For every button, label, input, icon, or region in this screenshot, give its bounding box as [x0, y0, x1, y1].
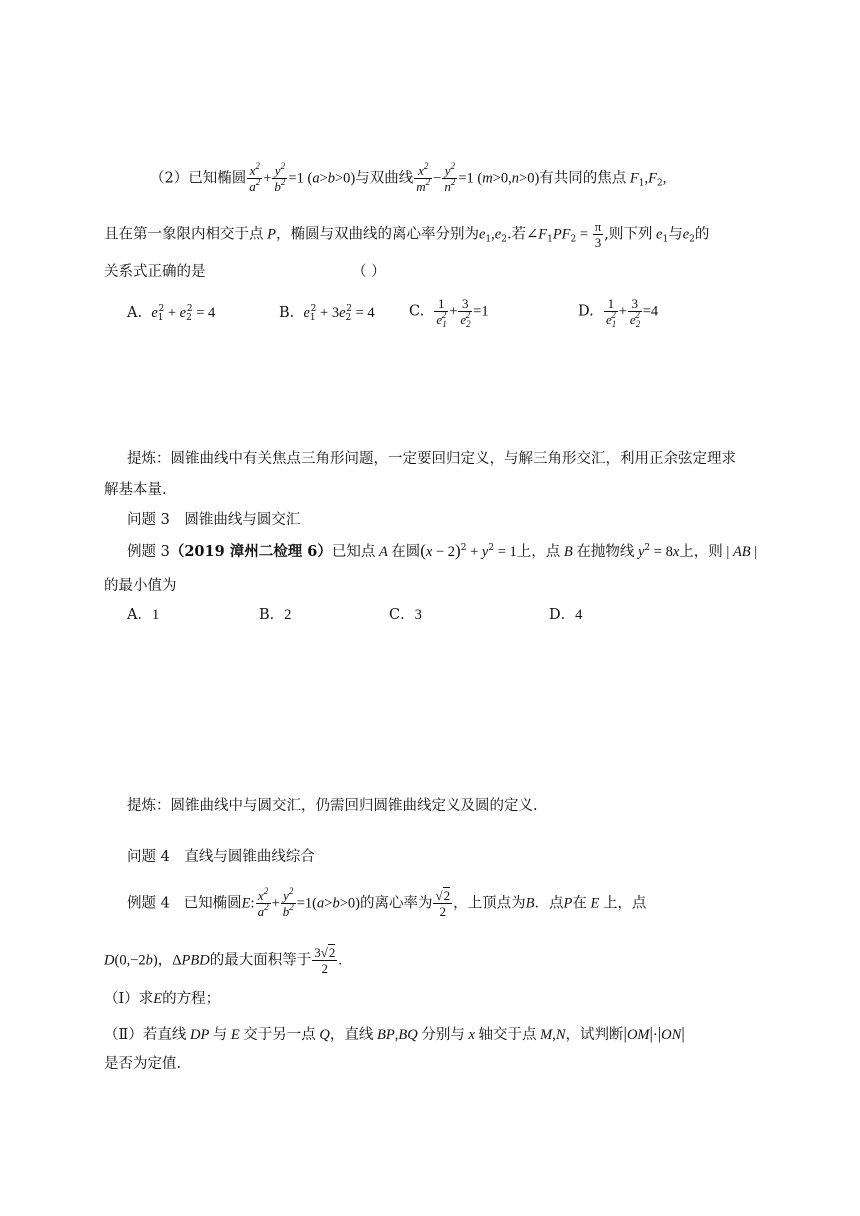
p4-text: 已知椭圆 [183, 895, 242, 912]
option-label: D． [549, 607, 576, 623]
p4-text: 的方程； [162, 991, 221, 1007]
q2-text: 与 [668, 226, 683, 243]
three-sqrt2-over-2: $\frac{3√2}{2}$ [314, 945, 336, 976]
option-label: B. [279, 305, 295, 321]
p3-text: 已知点 [331, 544, 376, 560]
q2-paren-text: （ ） [352, 264, 386, 280]
problem4-last: 是否为定值. [104, 1056, 182, 1072]
p4-text: 分别与 [421, 1027, 465, 1043]
p3-option-c [389, 605, 422, 625]
option-value: 2 [284, 607, 292, 623]
p4-text: 在 [572, 895, 587, 912]
option-value: 4 [575, 607, 583, 623]
p3-text: 上，点 [516, 544, 561, 560]
ellipse-term-x: $\frac{x^2}{a^2}$ [249, 161, 261, 194]
option-label: D. [578, 303, 594, 320]
example-label: 例题 3 [127, 544, 170, 560]
hyperbola-term-x: $\frac{x^2}{m^2}$ [416, 161, 431, 194]
example-source: （2019 漳州二检理 6） [169, 543, 332, 560]
option-value: 3 [414, 607, 422, 623]
q2-text: .若 [506, 226, 527, 243]
q2-option-b: B. $e_1^2 + 3e_2^2 = 4$ [279, 304, 375, 323]
q2-mid2: 有共同的焦点 [539, 170, 627, 187]
p4-text: ， [157, 952, 173, 969]
p4-text: 轴交于点 [478, 1027, 537, 1043]
problem3-line-2: 的最小值为 [104, 578, 177, 594]
p4-text: （Ⅱ）若直线 [104, 1027, 187, 1043]
q2-option-c: C. $\frac{1}{e_1^2}$ + $\frac{3}{e_2^2}$ =1 [409, 296, 489, 329]
q2-text: 的 [694, 226, 710, 243]
sqrt2-over-2: $\frac{√2}{2}$ [435, 888, 451, 919]
option-value: 1 [151, 607, 160, 623]
tip2-line-1: 提炼：圆锥曲线中与圆交汇，仍需回归圆锥曲线定义及圆的定义. [127, 798, 538, 814]
q2-text: 关系式正确的是 [104, 264, 206, 280]
q2-line-1: （2）已知椭圆 $\frac{x^2}{a^2}$ + $\frac{y^2}{b^2}$ =1 (a>b>0)与双曲线 $\frac{x^2}{m^2}$ − $\frac{y^2}{n^2}$ =1 (m>0,n>0)有共同的焦点 $F_1,F_2$, [150, 161, 667, 194]
q2-line-3 [104, 262, 206, 282]
problem4-line-2: D(0,−2b)，ΔPBD的最大面积等于 $\frac{3√2}{2}$ . [104, 945, 342, 976]
option-label: A． [127, 607, 152, 623]
p4-text: 交于另一点 [243, 1027, 316, 1043]
option-label: C. [409, 303, 425, 320]
q2-option-d: D. $\frac{1}{e_1^2}$ + $\frac{3}{e_2^2}$ =4 [578, 296, 659, 329]
p4-text: ，试判断 [565, 1027, 624, 1043]
p3-option-d [549, 605, 582, 625]
p4-text: ．点 [534, 895, 564, 912]
p3-text: 在抛物线 [576, 544, 635, 560]
tip1-line-1: 提炼：圆锥曲线中有关焦点三角形问题，一定要回归定义，与解三角形交汇，利用正余弦定理求 [127, 451, 736, 467]
p4-text: ，直线 [329, 1027, 374, 1043]
q2-text: ,则下列 [604, 226, 653, 243]
p4-text: ，上顶点为 [453, 895, 526, 912]
p4-text: 上，点 [602, 895, 647, 912]
problem4-title: 问题 4 直线与圆锥曲线综合 [127, 849, 315, 865]
p3-option-a [127, 605, 159, 625]
problem4-part-2: （Ⅱ）若直线 DP 与 E 交于另一点 Q，直线 BP,BQ 分别与 x 轴交于点 M,N，试判断|OM|·|ON| [104, 1024, 685, 1043]
q2-mid1: 与双曲线 [355, 170, 414, 187]
option-label: A. [127, 305, 143, 321]
problem4-part-1: （Ⅰ）求E的方程； [104, 991, 221, 1007]
p4-text: 与 [212, 1027, 228, 1043]
option-label: B． [259, 607, 285, 623]
problem3-line-1: 例题 3（2019 漳州二检理 6）已知点 A 在圆$(x - 2)^2 + y^2 = 1$上，点 B 在抛物线 $y^2 = 8x$上，则 | AB | [127, 541, 758, 560]
pi-over-3: $\frac{\pi}{3}$ [594, 219, 602, 250]
p4-text: 的最大面积等于 [209, 952, 312, 969]
p4-text: （Ⅰ）求 [104, 991, 154, 1007]
q2-line-2: 且在第一象限内相交于点 P，椭圆与双曲线的离心率分别为$e_1,e_2$.若$\angle F_1PF_2$ = $\frac{\pi}{3}$ ,则下列 $e_1$与$e_2$的 [104, 219, 710, 250]
q2-lead: （2）已知椭圆 [150, 170, 247, 187]
q2-text: 且在第一象限内相交于点 [104, 226, 264, 243]
problem4-line-1: 例题 4 已知椭圆E: $\frac{x^2}{a^2}$ + $\frac{y^2}{b^2}$ =1(a>b>0)的离心率为 $\frac{√2}{2}$ ，上顶点为B．点P在 E 上，点 [127, 886, 647, 919]
p4-text: 的离心率为 [359, 895, 433, 912]
option-label: C． [389, 607, 415, 623]
hyperbola-term-y: $\frac{y^2}{n^2}$ [444, 161, 456, 194]
q2-answer-paren [352, 262, 386, 282]
tip1-line-2: 解基本量. [104, 482, 167, 498]
problem3-title: 问题 3 圆锥曲线与圆交汇 [127, 512, 301, 528]
example-label: 例题 4 [127, 895, 170, 912]
ellipse-term-y: $\frac{y^2}{b^2}$ [274, 161, 286, 194]
p3-option-b [259, 605, 291, 625]
q2-option-a: A. $e_1^2 + e_2^2 = 4$ [127, 304, 216, 323]
p3-text: 上，则 [679, 544, 723, 560]
q2-text: ，椭圆与双曲线的离心率分别为 [275, 226, 479, 243]
p3-text: 在圆 [391, 544, 421, 560]
